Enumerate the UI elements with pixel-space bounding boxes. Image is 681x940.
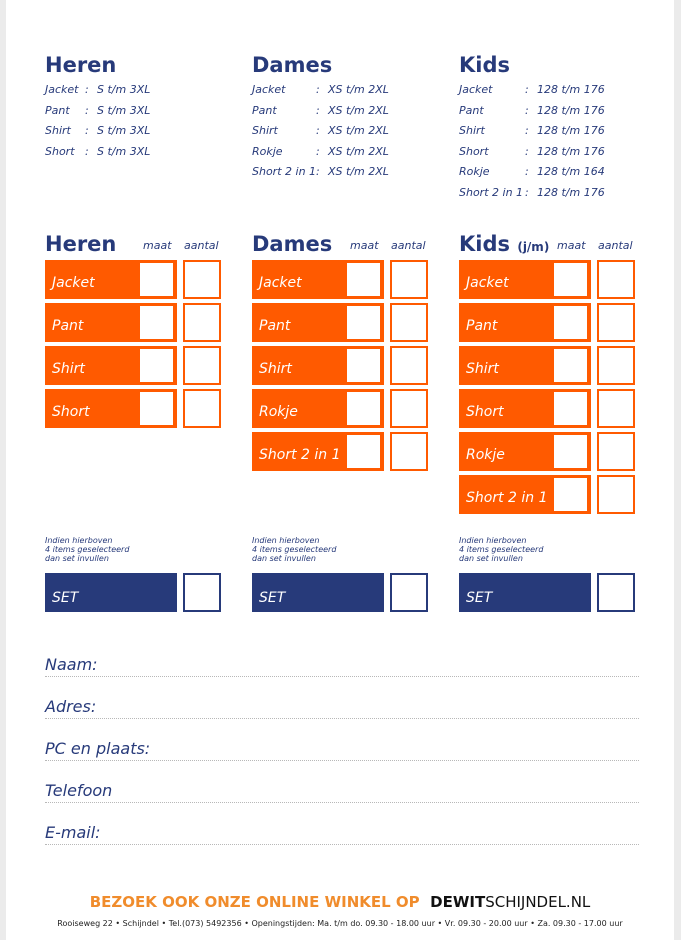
item-label: Shirt [52, 361, 85, 377]
set-input[interactable] [183, 573, 221, 612]
aantal-input[interactable] [597, 475, 635, 514]
form-title: Dames [252, 232, 333, 256]
item-label: Jacket [259, 275, 302, 291]
maat-input[interactable] [554, 349, 587, 382]
footer-address: Rooiseweg 22 • Schijndel • Tel.(073) 5492356 • Openingstijden: Ma. t/m do. 09.30 - 18.00 uur • Vr. 09.30 - 20.00 uur • Za. 09.30 - 17.00 uur [57, 919, 623, 928]
aantal-input[interactable] [390, 346, 428, 385]
footer-visit-text: BEZOEK OOK ONZE ONLINE WINKEL OP [89, 893, 420, 911]
size-chart-title: Kids [459, 53, 511, 77]
aantal-input[interactable] [390, 303, 428, 342]
form-kids [459, 232, 639, 632]
form-heren [45, 232, 220, 632]
maat-input[interactable] [554, 478, 587, 511]
form-row-shirt [459, 346, 634, 385]
form-row-pant [45, 303, 220, 342]
size-row: Pant : XS t/m 2XL [252, 103, 389, 117]
size-row: Short : S t/m 3XL [45, 144, 151, 158]
form-row-pant [459, 303, 634, 342]
item-label: Pant [466, 318, 498, 334]
form-title: Kids (j/m) [459, 232, 550, 256]
set-row [252, 573, 427, 612]
maat-label: maat [350, 239, 379, 252]
aantal-input[interactable] [183, 260, 221, 299]
email-field[interactable] [45, 822, 639, 845]
size-row: Jacket : 128 t/m 176 [459, 83, 605, 96]
aantal-input[interactable] [390, 389, 428, 428]
aantal-input[interactable] [597, 432, 635, 471]
size-row: Jacket : XS t/m 2XL [252, 83, 389, 96]
item-label: Pant [52, 318, 84, 334]
aantal-input[interactable] [597, 346, 635, 385]
set-input[interactable] [597, 573, 635, 612]
aantal-input[interactable] [597, 389, 635, 428]
maat-input[interactable] [347, 349, 380, 382]
form-header [45, 232, 220, 256]
phone-field[interactable] [45, 780, 639, 803]
form-row-short [45, 389, 220, 428]
size-row: Pant : S t/m 3XL [45, 103, 151, 117]
aantal-label: aantal [184, 239, 219, 252]
item-label: Short 2 in 1 [466, 490, 548, 506]
form-row-rokje [252, 389, 427, 428]
set-row [45, 573, 220, 612]
form-row-jacket [45, 260, 220, 299]
form-header [459, 232, 639, 256]
maat-input[interactable] [347, 306, 380, 339]
set-note: Indien hierboven 4 items geselecteerd dan set invullen [459, 536, 544, 563]
postal-city-label: PC en plaats: [45, 739, 151, 758]
item-label: Short 2 in 1 [259, 447, 341, 463]
aantal-input[interactable] [183, 303, 221, 342]
maat-input[interactable] [140, 263, 173, 296]
size-row: Short 2 in 1 : 128 t/m 176 [459, 185, 605, 199]
form-title-suffix: (j/m) [517, 240, 550, 254]
maat-input[interactable] [554, 392, 587, 425]
size-chart-title: Dames [252, 53, 333, 77]
item-label: Jacket [466, 275, 509, 291]
maat-input[interactable] [140, 306, 173, 339]
form-row-shirt [252, 346, 427, 385]
name-label: Naam: [45, 655, 98, 674]
aantal-label: aantal [598, 239, 633, 252]
maat-input[interactable] [554, 263, 587, 296]
item-label: Pant [259, 318, 291, 334]
phone-label: Telefoon [45, 781, 113, 800]
form-row-jacket [252, 260, 427, 299]
footer-webshop-line [6, 893, 674, 911]
maat-input[interactable] [347, 392, 380, 425]
size-chart-title: Heren [45, 53, 117, 77]
size-row: Rokje : XS t/m 2XL [252, 144, 389, 158]
item-label: Short [52, 404, 90, 420]
set-row [459, 573, 634, 612]
name-field[interactable] [45, 654, 639, 677]
form-row-pant [252, 303, 427, 342]
size-chart-heren [45, 53, 235, 165]
item-label: Rokje [466, 447, 505, 463]
size-row: Short 2 in 1 : XS t/m 2XL [252, 165, 389, 178]
aantal-label: aantal [391, 239, 426, 252]
size-row: Pant : 128 t/m 176 [459, 103, 605, 117]
form-row-short-2-in-1 [459, 475, 634, 514]
size-chart-kids [459, 53, 659, 206]
email-label: E-mail: [45, 823, 101, 842]
form-row-jacket [459, 260, 634, 299]
maat-input[interactable] [140, 392, 173, 425]
form-header [252, 232, 427, 256]
maat-input[interactable] [347, 263, 380, 296]
aantal-input[interactable] [597, 260, 635, 299]
set-input[interactable] [390, 573, 428, 612]
aantal-input[interactable] [390, 260, 428, 299]
set-label: SET [466, 590, 493, 606]
aantal-input[interactable] [390, 432, 428, 471]
item-label: Shirt [466, 361, 499, 377]
maat-label: maat [557, 239, 586, 252]
item-label: Shirt [259, 361, 292, 377]
set-note: Indien hierboven 4 items geselecteerd dan set invullen [252, 536, 337, 563]
address-field[interactable] [45, 696, 639, 719]
size-row: Shirt : 128 t/m 176 [459, 124, 605, 137]
size-chart-dames [252, 53, 442, 186]
item-label: Short [466, 404, 504, 420]
form-row-rokje [459, 432, 634, 471]
set-label: SET [52, 590, 79, 606]
form-title: Heren [45, 232, 117, 256]
address-label: Adres: [45, 697, 97, 716]
form-row-short [459, 389, 634, 428]
item-label: Jacket [52, 275, 95, 291]
maat-input[interactable] [554, 306, 587, 339]
form-row-shirt [45, 346, 220, 385]
order-form-sheet [6, 0, 674, 940]
aantal-input[interactable] [597, 303, 635, 342]
set-note: Indien hierboven 4 items geselecteerd dan set invullen [45, 536, 130, 563]
form-row-short-2-in-1 [252, 432, 427, 471]
maat-input[interactable] [347, 435, 380, 468]
postal-city-field[interactable] [45, 738, 639, 761]
item-label: Rokje [259, 404, 298, 420]
set-label: SET [259, 590, 286, 606]
size-row: Rokje : 128 t/m 164 [459, 165, 605, 178]
size-row: Short : 128 t/m 176 [459, 144, 605, 158]
maat-label: maat [143, 239, 172, 252]
maat-input[interactable] [140, 349, 173, 382]
size-row: Shirt : S t/m 3XL [45, 124, 151, 137]
size-row: Shirt : XS t/m 2XL [252, 124, 389, 137]
aantal-input[interactable] [183, 389, 221, 428]
maat-input[interactable] [554, 435, 587, 468]
form-dames [252, 232, 427, 632]
aantal-input[interactable] [183, 346, 221, 385]
footer-brand[interactable]: DEWITSCHIJNDEL.NL [430, 893, 591, 911]
size-row: Jacket : S t/m 3XL [45, 83, 151, 96]
